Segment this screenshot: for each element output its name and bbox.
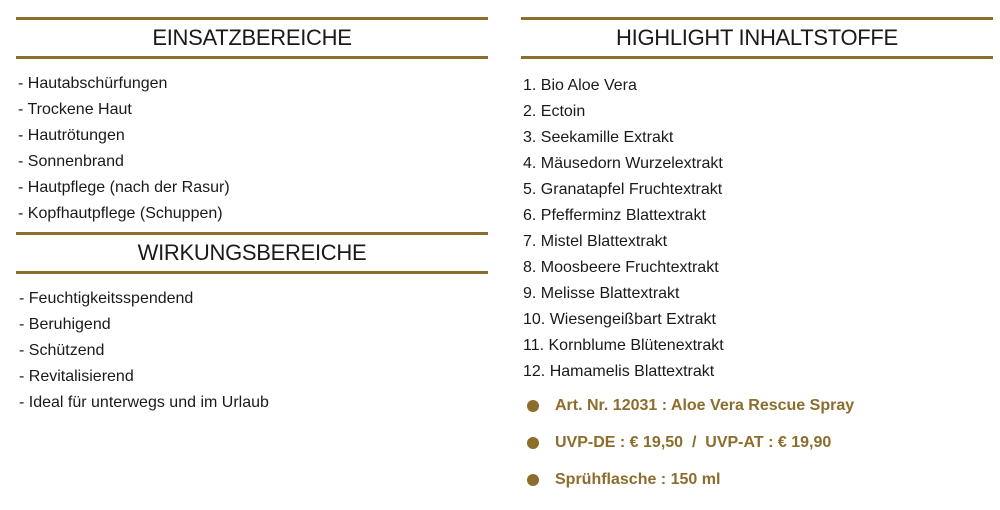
list-item: 12. Hamamelis Blattextrakt [523, 363, 715, 380]
list-item: - Schützend [19, 342, 105, 359]
wirkungsbereiche-title: WIRKUNGSBEREICHE [137, 240, 367, 265]
list-item: - Trockene Haut [18, 101, 132, 118]
list-item: 4. Mäusedorn Wurzelextrakt [523, 155, 723, 172]
article-number: Art. Nr. 12031 : Aloe Vera Rescue Spray [521, 387, 993, 424]
list-item: 9. Melisse Blattextrakt [523, 285, 680, 302]
list-item: - Revitalisierend [19, 368, 134, 385]
list-item: 10. Wiesengeißbart Extrakt [523, 311, 716, 328]
list-item: 3. Seekamille Extrakt [523, 129, 674, 146]
list-item: 7. Mistel Blattextrakt [523, 233, 668, 250]
bullet-dot-icon [527, 437, 539, 449]
einsatzbereiche-list [16, 71, 488, 227]
list-item: 6. Pfefferminz Blattextrakt [523, 207, 706, 224]
list-item: - Sonnenbrand [18, 153, 124, 170]
list-item: 1. Bio Aloe Vera [523, 77, 637, 94]
highlight-inhaltstoffe-header [521, 17, 993, 59]
wirkungsbereiche-header [16, 232, 488, 274]
right-column [521, 0, 993, 498]
wirkungsbereiche-list [16, 286, 488, 416]
list-item: 2. Ectoin [523, 103, 586, 120]
list-item: - Beruhigend [19, 316, 111, 333]
list-item: 11. Kornblume Blütenextrakt [523, 337, 724, 354]
inhaltstoffe-list [521, 73, 993, 385]
list-item: - Hautabschürfungen [18, 75, 168, 92]
list-item: - Hautrötungen [18, 127, 125, 144]
einsatzbereiche-header [16, 17, 488, 59]
left-column [16, 0, 488, 416]
bullet-dot-icon [527, 400, 539, 412]
product-info-list [521, 387, 993, 498]
list-item: - Feuchtigkeitsspendend [19, 290, 194, 307]
einsatzbereiche-title: EINSATZBEREICHE [152, 25, 352, 50]
list-item: - Kopfhautpflege (Schuppen) [18, 205, 223, 222]
bottle-size: Sprühflasche : 150 ml [521, 461, 993, 498]
list-item: - Hautpflege (nach der Rasur) [18, 179, 230, 196]
price-info: UVP-DE : € 19,50 / UVP-AT : € 19,90 [521, 424, 993, 461]
list-item: - Ideal für unterwegs und im Urlaub [19, 394, 269, 411]
list-item: 5. Granatapfel Fruchtextrakt [523, 181, 723, 198]
highlight-inhaltstoffe-title: HIGHLIGHT INHALTSTOFFE [616, 25, 898, 50]
bullet-dot-icon [527, 474, 539, 486]
list-item: 8. Moosbeere Fruchtextrakt [523, 259, 719, 276]
